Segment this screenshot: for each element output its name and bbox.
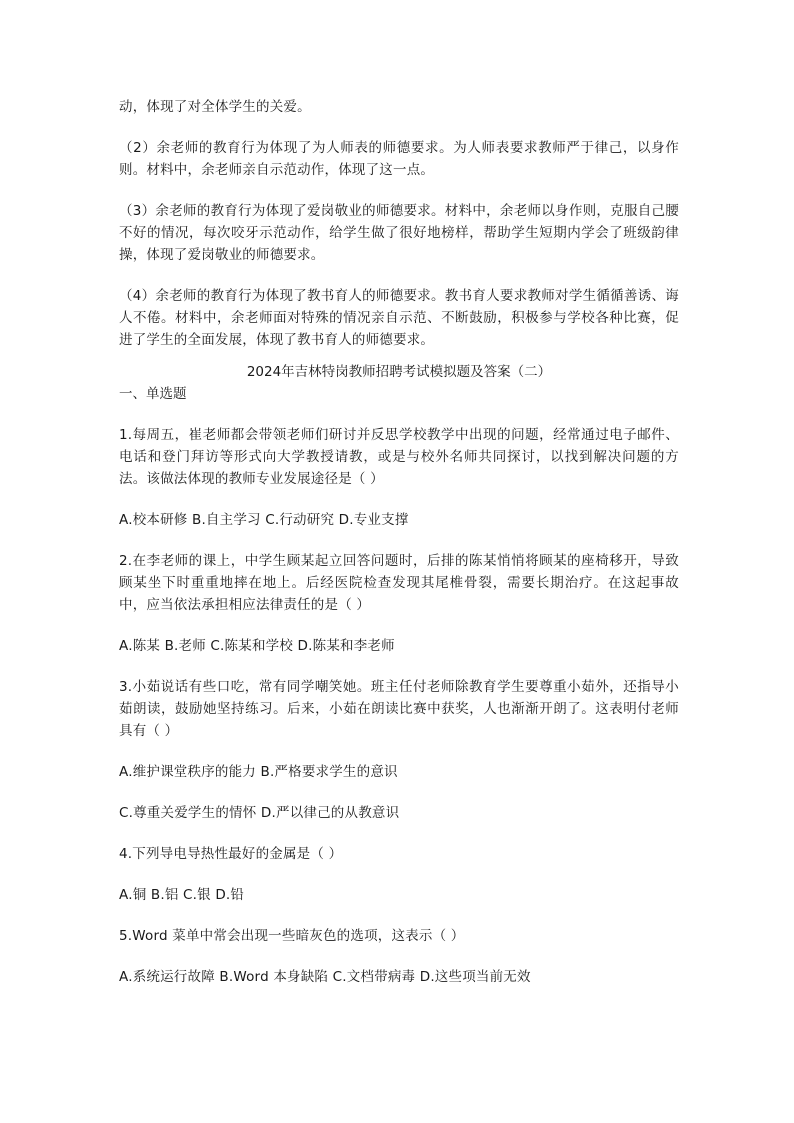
question-options: A.校本研修 B.自主学习 C.行动研究 D.专业支撑 — [119, 512, 409, 528]
question-stem: 4.下列导电导热性最好的金属是（ ） — [119, 846, 343, 862]
question-options: A.铜 B.铝 C.银 D.铅 — [119, 887, 245, 903]
question-options: A.陈某 B.老师 C.陈某和学校 D.陈某和李老师 — [119, 638, 395, 654]
section-heading: 一、单选题 — [119, 386, 187, 402]
document-page — [119, 96, 679, 988]
question-stem: 1.每周五，崔老师都会带领老师们研讨并反思学校教学中出现的问题，经常通过电子邮件、电话和登门拜访等形式向大学教授请教，或是与校外名师共同探讨，以找到解决问题的方法。该做法体现的教师专业发展途径是（ ） — [119, 427, 679, 487]
question-options-row-1: A.维护课堂秩序的能力 B.严格要求学生的意识 — [119, 764, 398, 780]
answer-paragraph-4: （4）余老师的教育行为体现了教书育人的师德要求。教书育人要求教师对学生循循善诱、诲人不倦。材料中，余老师面对特殊的情况亲自示范、不断鼓励，积极参与学校各种比赛，促进了学生的全面发展，体现了教书育人的师德要求。 — [119, 288, 679, 348]
question-stem: 5.Word 菜单中常会出现一些暗灰色的选项，这表示（ ） — [119, 928, 465, 944]
question-options-row-2: C.尊重关爱学生的情怀 D.严以律己的从教意识 — [119, 805, 400, 821]
question-4 — [119, 843, 679, 906]
answer-paragraph-continued: 动，体现了对全体学生的关爱。 — [119, 99, 311, 115]
question-stem: 3.小茹说话有些口吃，常有同学嘲笑她。班主任付老师除教育学生要尊重小茹外，还指导小茹朗读，鼓励她坚持练习。后来，小茹在朗读比赛中获奖，人也渐渐开朗了。这表明付老师具有（ ） — [119, 679, 679, 739]
document-title: 2024年吉林特岗教师招聘考试模拟题及答案（二） — [246, 364, 552, 380]
question-options: A.系统运行故障 B.Word 本身缺陷 C.文档带病毒 D.这些项当前无效 — [119, 969, 531, 985]
question-stem: 2.在李老师的课上，中学生顾某起立回答问题时，后排的陈某悄悄将顾某的座椅移开，导致顾某坐下时重重地摔在地上。后经医院检查发现其尾椎骨裂，需要长期治疗。在这起事故中，应当依法承担相应法律责任的是（ ） — [119, 553, 679, 613]
question-5 — [119, 925, 679, 988]
question-3 — [119, 676, 679, 824]
answer-paragraph-2: （2）余老师的教育行为体现了为人师表的师德要求。为人师表要求教师严于律己，以身作则。材料中，余老师亲自示范动作，体现了这一点。 — [119, 140, 679, 178]
answer-paragraph-3: （3）余老师的教育行为体现了爱岗敬业的师德要求。材料中，余老师以身作则，克服自己腰不好的情况，每次咬牙示范动作，给学生做了很好地榜样，帮助学生短期内学会了班级韵律操，体现了爱岗敬业的师德要求。 — [119, 203, 679, 263]
question-1 — [119, 424, 679, 531]
question-2 — [119, 550, 679, 657]
